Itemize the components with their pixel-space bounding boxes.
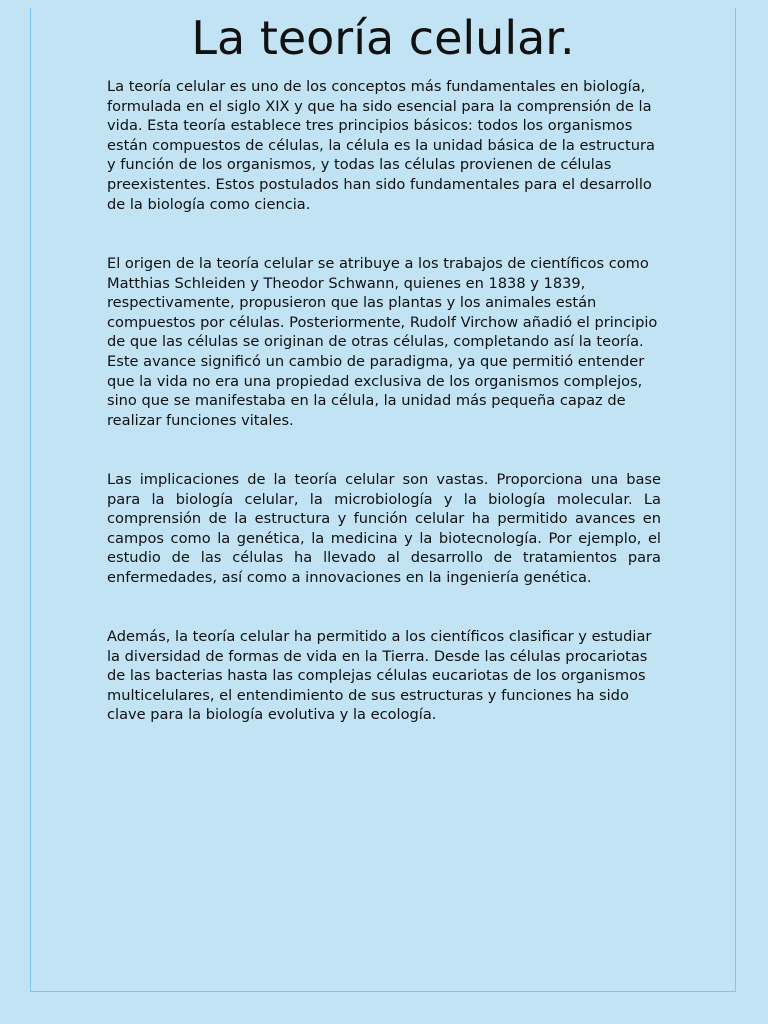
paragraph-intro: La teoría celular es uno de los conceptos más fundamentales en biología, formulada en el siglo XIX y que ha sido esencial para la comprensión de la vida. Esta teoría establece tres principios básicos: todos los organismos están compuestos de células, la célula es la unidad básica de la estructura y función de los organismos, y todas las células provienen de células preexistentes. Estos postulados han sido fundamentales para el desarrollo de la biología como ciencia. (107, 78, 655, 213)
document-title: La teoría celular. (191, 11, 575, 65)
paragraph-implications: Las implicaciones de la teoría celular son vastas. Proporciona una base para la biología celular, la microbiología y la biología molecular. La comprensión de la estructura y función celular ha permitido avances en campos como la genética, la medicina y la biotecnología. Por ejemplo, el estudio de las células ha llevado al desarrollo de tratamientos para enfermedades, así como a innovaciones en la ingeniería genética. (107, 471, 661, 586)
paragraph-origin: El origen de la teoría celular se atribuye a los trabajos de científicos como Matthias Schleiden y Theodor Schwann, quienes en 1838 y 1839, respectivamente, propusieron que las plantas y los animales están compuestos por células. Posteriormente, Rudolf Virchow añadió el principio de que las células se originan de otras células, completando así la teoría. Este avance significó un cambio de paradigma, ya que permitió entender que la vida no era una propiedad exclusiva de los organismos complejos, sino que se manifestaba en la célula, la unidad más pequeña capaz de realizar funciones vitales. (107, 255, 658, 429)
document-page (30, 8, 736, 992)
paragraph-diversity: Además, la teoría celular ha permitido a los científicos clasificar y estudiar la diversidad de formas de vida en la Tierra. Desde las células procariotas de las bacterias hasta las complejas células eucariotas de los organismos multicelulares, el entendimiento de sus estructuras y funciones ha sido clave para la biología evolutiva y la ecología. (107, 628, 652, 724)
